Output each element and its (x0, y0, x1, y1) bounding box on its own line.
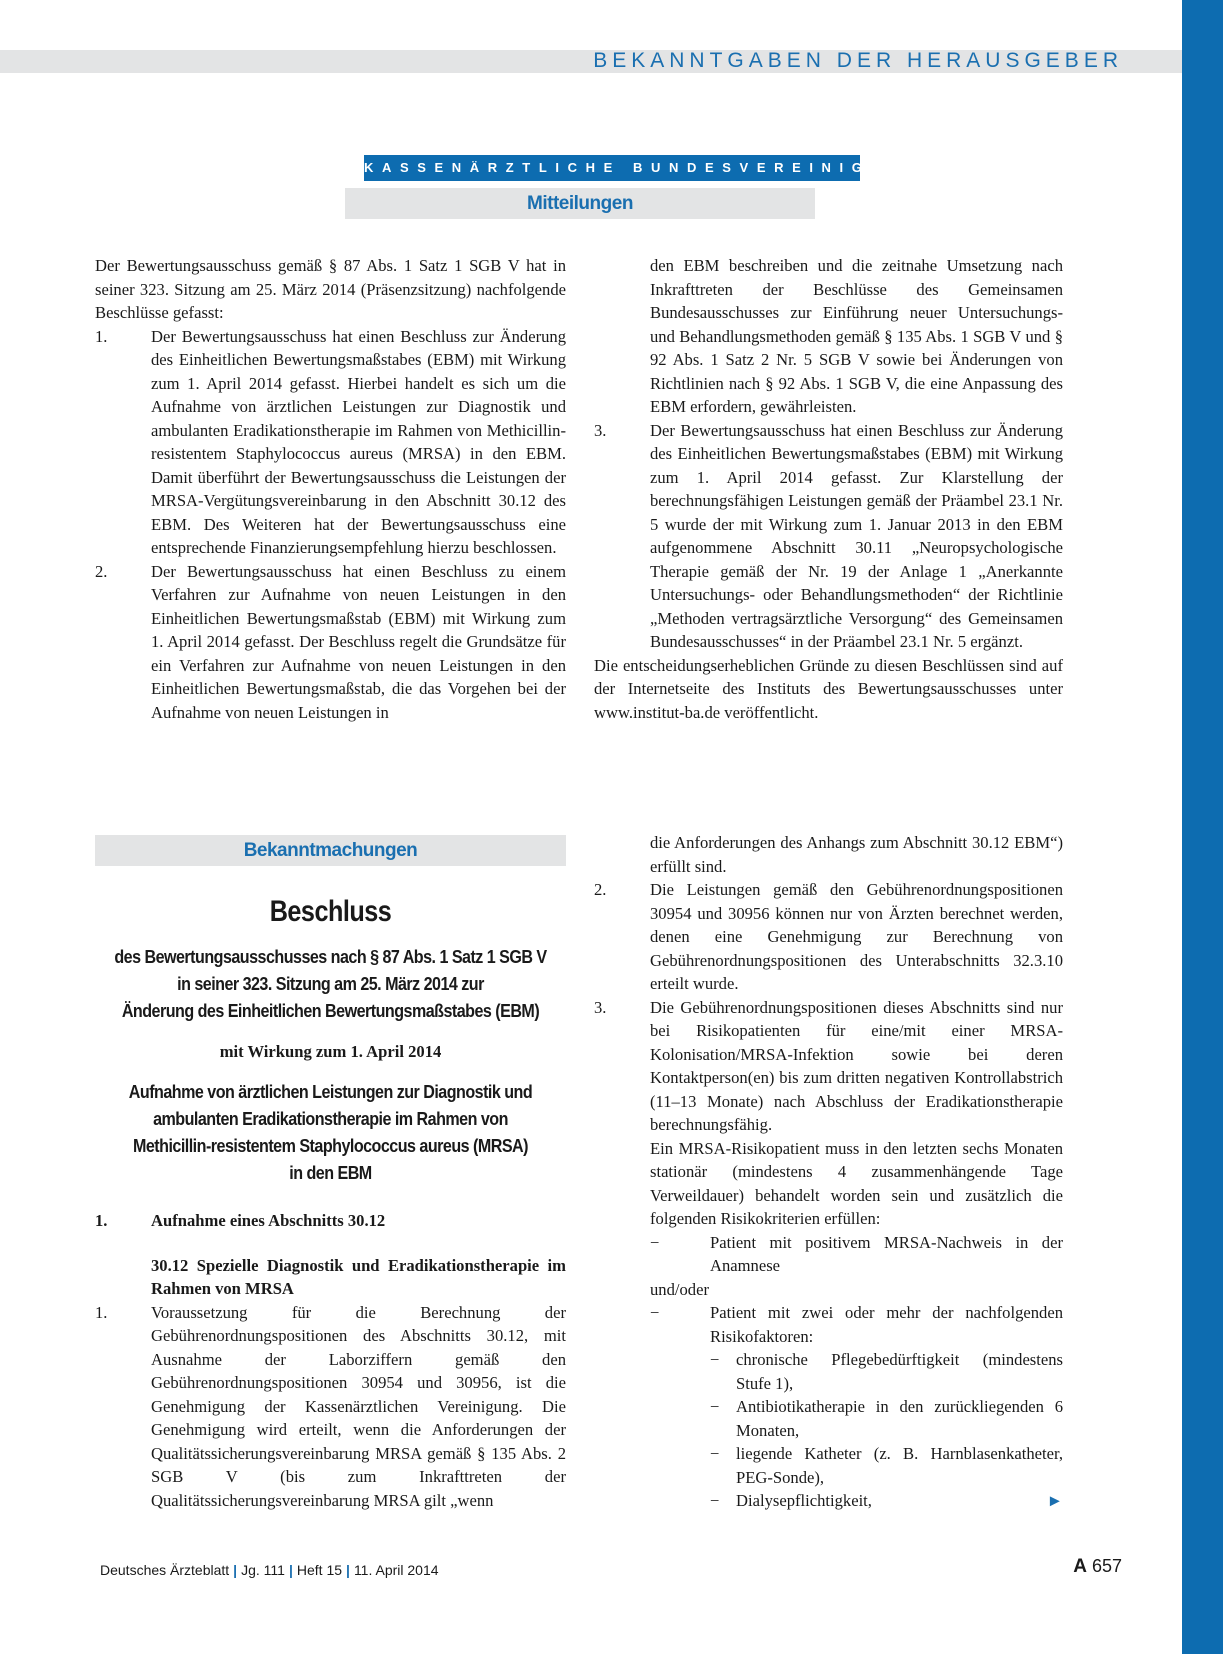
side-accent-bar (1182, 0, 1223, 1654)
risk-factor-text: Dialysepflichtigkeit, (736, 1491, 872, 1510)
topic-line: ambulanten Eradikationstherapie im Rahmen von (153, 1108, 508, 1129)
journal-volume: Jg. 111 (241, 1562, 285, 1578)
dash-bullet: − (710, 1350, 720, 1369)
beschluss-right-column (594, 831, 1063, 1513)
risk-factor-text: Antibiotikatherapie in den zurückliegenden 6 Monaten, (736, 1397, 1063, 1440)
item-text: Die Leistungen gemäß den Gebührenordnungspositionen 30954 und 30956 können nur von Ärzten berechnet werden, denen eine Genehmigung zur Berechnung von Gebührenordnungspositionen des Unterabschnitts 32.3.10 erteilt wurde. (650, 880, 1063, 993)
item-text: Der Bewertungsausschuss hat einen Beschluss zur Änderung des Einheitlichen Bewertungsmaßstabes (EBM) mit Wirkung zum 1. April 2014 gefasst. Zur Klarstellung der berechnungsfähigen Leistungen gemäß der Präambel 23.1 Nr. 5 wurde der mit Wirkung zum 1. Januar 2013 in den EBM aufgenommene Abschnitt 30.11 „Neuropsychologische Therapie gemäß der Nr. 19 der Anlage 1 „Anerkannte Untersuchungs- oder Behandlungsmethoden“ der Richtlinie „Methoden vertragsärztliche Versorgung“ des Gemeinsamen Bundesausschusses“ in der Präambel 23.1 Nr. 5 ergänzt. (650, 420, 1063, 651)
dash-bullet: − (710, 1444, 720, 1463)
item-number: 3. (594, 420, 607, 440)
risk-factor-item (594, 1395, 1063, 1442)
item-text: Voraussetzung für die Berechnung der Gebührenordnungspositionen des Abschnitts 30.12, mit Ausnahme der Laborziffern gemäß den Gebührenordnungspositionen 30954 und 30956, ist die Genehmigung der Kassenärztlichen Vereinigung. Die Genehmigung wird erteilt, wenn die Anforderungen der Qualitätssicherungsvereinbarung MRSA gemäß § 135 Abs. 2 SGB V (bis zum Inkrafttreten der Qualitätssicherungsvereinbarung MRSA gilt „wenn (151, 1302, 566, 1510)
section-bekanntmachungen: Bekanntmachungen (95, 835, 566, 866)
section-number: 1. (95, 1211, 108, 1230)
item-number: 3. (594, 997, 607, 1017)
subtitle-line: Änderung des Einheitlichen Bewertungsmaßstabes (EBM) (121, 1000, 540, 1021)
subtitle-line: des Bewertungsausschusses nach § 87 Abs. 1 Satz 1 SGB V (114, 946, 547, 967)
dash-bullet: − (650, 1303, 660, 1322)
risk-patient-paragraph: Ein MRSA-Risikopatient muss in den letzten sechs Monaten stationär (mindestens 4 zusammenhängende Tage Verweildauer) behandelt worden sein und zusätzlich die folgenden Risikokriterien erfüllen: (650, 1138, 1063, 1228)
dash-bullet: − (650, 1232, 660, 1252)
risk-factor-item (594, 1348, 1063, 1395)
item-number: 1. (95, 326, 108, 346)
beschluss-left-column (95, 1209, 566, 1512)
page-prefix: A (1073, 1556, 1087, 1577)
dash-item (594, 1231, 1063, 1278)
journal-date: 11. April 2014 (353, 1562, 439, 1578)
mitteilungen-left-column (95, 254, 566, 724)
dash-bullet: − (710, 1491, 720, 1510)
journal-name: Deutsches Ärzteblatt (100, 1562, 230, 1578)
separator: | (346, 1562, 350, 1578)
separator: | (288, 1562, 293, 1578)
list-item (594, 996, 1063, 1137)
item-text: Der Bewertungsausschuss hat einen Beschluss zur Änderung des Einheitlichen Bewertungsmaßstabes (EBM) mit Wirkung zum 1. April 2014 gefasst. Hierbei handelt es sich um die Aufnahme von ärztlichen Leistungen zur Diagnostik und ambulanten Eradikationstherapie im Rahmen von Methicillin-resistentem Staphylococcus aureus (MRSA) in den EBM. Damit überführt der Bewertungsausschuss die Leistungen der MRSA-Vergütungsvereinbarung in den Abschnitt 30.12 des EBM. Des Weiteren hat der Bewertungsausschuss eine entsprechende Finanzierungsempfehlung hierzu beschlossen. (151, 326, 566, 557)
section-mitteilungen: Mitteilungen (345, 188, 815, 219)
page-number (1073, 1556, 1122, 1578)
list-item (594, 419, 1063, 654)
list-item (95, 325, 566, 560)
topic-line: Methicillin-resistentem Staphylococcus aureus (MRSA) (132, 1135, 529, 1156)
effective-date: mit Wirkung zum 1. April 2014 (219, 1042, 442, 1061)
page-number-value: 657 (1091, 1556, 1122, 1576)
risk-factor-item (594, 1442, 1063, 1489)
risk-factor-item (594, 1489, 1063, 1513)
list-item (95, 1301, 566, 1513)
risk-factor-text: liegende Katheter (z. B. Harnblasenkatheter, PEG-Sonde), (736, 1444, 1063, 1487)
item-number: 2. (95, 561, 108, 581)
list-item (594, 878, 1063, 996)
dash-item (594, 1301, 1063, 1348)
subtitle-line: in seiner 323. Sitzung am 25. März 2014 zur (177, 973, 484, 994)
separator: | (233, 1562, 238, 1578)
dash-bullet: − (710, 1397, 720, 1416)
section-title: Aufnahme eines Abschnitts 30.12 (151, 1211, 386, 1230)
continue-arrow-icon: ► (1046, 1491, 1063, 1510)
intro-paragraph: Der Bewertungsausschuss gemäß § 87 Abs. 1 Satz 1 SGB V hat in seiner 323. Sitzung am 25. März 2014 (Präsenzsitzung) nachfolgende Beschlüsse gefasst: (95, 256, 566, 322)
journal-issue: Heft 15 (296, 1562, 343, 1578)
list-item (95, 560, 566, 725)
footer (100, 1562, 439, 1578)
risk-factor-text: chronische Pflegebedürftigkeit (mindestens Stufe 1), (736, 1350, 1063, 1393)
dash-text: Patient mit zwei oder mehr der nachfolgenden Risikofaktoren: (710, 1303, 1063, 1346)
item-number: 2. (594, 880, 607, 899)
resolution-topic (95, 1078, 566, 1186)
subsection-title: 30.12 Spezielle Diagnostik und Eradikationstherapie im Rahmen von MRSA (151, 1255, 566, 1298)
org-banner: KASSENÄRZTLICHE BUNDESVEREINIGUNG (364, 155, 860, 181)
item-text: Der Bewertungsausschuss hat einen Beschluss zu einem Verfahren zur Aufnahme von neuen Leistungen in den Einheitlichen Bewertungsmaßstab (EBM) mit Wirkung zum 1. April 2014 gefasst. Der Beschluss regelt die Grundsätze für ein Verfahren zur Aufnahme von neuen Leistungen in den Einheitlichen Bewertungsmaßstab, die das Vorgehen bei der Aufnahme von neuen Leistungen in (151, 561, 566, 722)
mitteilungen-right-column (594, 254, 1063, 724)
item-text: Die Gebührenordnungspositionen dieses Abschnitts sind nur bei Risikopatienten für eine/mit einer MRSA-Kolonisation/MRSA-Infektion sowie bei deren Kontaktperson(en) bis zum dritten negativen Kontrollabstrich (11–13 Monate) nach Abschluss der Eradikationstherapie berechnungsfähig. (650, 997, 1063, 1134)
dash-text: Patient mit positivem MRSA-Nachweis in der Anamnese (710, 1232, 1063, 1275)
topic-line: in den EBM (289, 1162, 372, 1183)
resolution-subtitle (95, 943, 566, 1024)
section-heading (95, 1209, 566, 1233)
header-title: BEKANNTGABEN DER HERAUSGEBER (593, 49, 1123, 72)
item-number: 1. (95, 1302, 108, 1322)
closing-paragraph: Die entscheidungserheblichen Gründe zu diesen Beschlüssen sind auf der Internetseite des Instituts des Bewertungsausschusses unter www.institut-ba.de veröffentlicht. (594, 655, 1063, 722)
resolution-title: Beschluss (269, 895, 392, 928)
list-item-continuation: die Anforderungen des Anhangs zum Abschnitt 30.12 EBM“) erfüllt sind. (650, 833, 1063, 876)
and-or-label: und/oder (650, 1279, 709, 1299)
list-item-continuation: den EBM beschreiben und die zeitnahe Umsetzung nach Inkrafttreten der Beschlüsse des Gemeinsamen Bundesausschusses zur Einführung neuer Untersuchungs- und Behandlungsmethoden gemäß § 135 Abs. 1 SGB V und § 92 Abs. 1 Satz 2 Nr. 5 SGB V sowie bei Änderungen von Richtlinien nach § 92 Abs. 1 SGB V, die eine Anpassung des EBM erfordern, gewährleisten. (650, 256, 1063, 416)
topic-line: Aufnahme von ärztlichen Leistungen zur Diagnostik und (128, 1081, 533, 1102)
